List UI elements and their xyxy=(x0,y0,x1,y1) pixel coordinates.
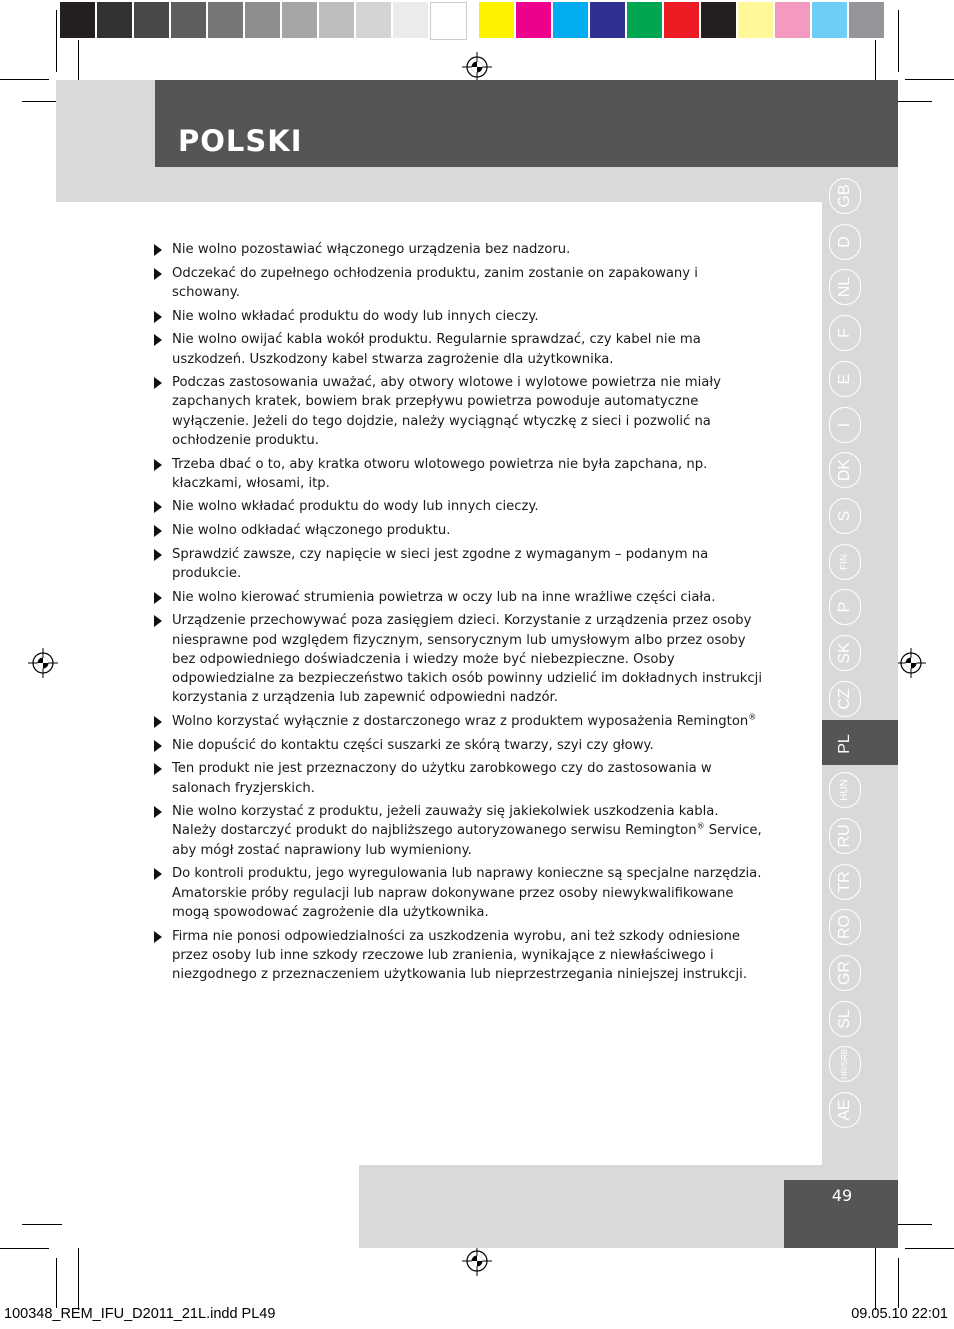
crop-mark xyxy=(78,1248,79,1310)
language-tab-label: RU xyxy=(836,824,853,848)
page-number: 49 xyxy=(831,1186,853,1205)
list-item xyxy=(154,802,766,860)
color-swatch xyxy=(171,2,206,38)
language-tab-label: F xyxy=(836,328,853,338)
language-tab-label: CZ xyxy=(836,688,853,710)
language-tab-hun[interactable] xyxy=(829,772,861,808)
color-swatch xyxy=(627,2,662,38)
color-swatch xyxy=(393,2,428,38)
list-item xyxy=(154,611,766,707)
language-tab-p[interactable] xyxy=(829,589,861,625)
color-swatch xyxy=(319,2,354,38)
color-swatch xyxy=(812,2,847,38)
language-tab-label: GR xyxy=(836,960,853,985)
language-tab-label: GB xyxy=(836,184,853,208)
bullet-arrow-icon xyxy=(154,716,162,728)
language-tab-nl[interactable] xyxy=(829,269,861,305)
crop-mark xyxy=(905,79,954,80)
color-swatch xyxy=(60,2,95,38)
bullet-arrow-icon xyxy=(154,377,162,389)
list-item-text: Nie wolno pozostawiać włączonego urządzenia bez nadzoru. xyxy=(172,242,571,257)
registration-mark-icon xyxy=(462,1246,492,1276)
language-tab-label: HUN xyxy=(839,779,850,801)
crop-mark xyxy=(22,1224,62,1225)
bullet-arrow-icon xyxy=(154,334,162,346)
bullet-arrow-icon xyxy=(154,615,162,627)
list-item-text: Wolno korzystać wyłącznie z dostarczonego wraz z produktem wyposażenia Remington® xyxy=(172,712,757,729)
list-item-text: Nie wolno wkładać produktu do wody lub innych cieczy. xyxy=(172,499,539,515)
crop-mark xyxy=(892,101,932,102)
color-swatch xyxy=(590,2,625,38)
bullet-arrow-icon xyxy=(154,868,162,880)
crop-mark xyxy=(892,1224,932,1225)
language-tab-label: P xyxy=(836,601,853,613)
crop-mark xyxy=(898,10,899,72)
bullet-arrow-icon xyxy=(154,549,162,561)
list-item-text: Urządzenie przechowywać poza zasięgiem dzieci. Korzystanie z urządzenia przez osoby niesprawne pod względem fizycznym, sensorycznym lub umysłowym albo przez osoby bez odpowiedniego doświadczenia i wiedzy może być niebezpieczne. Osoby odpowiedzialne za bezpieczeństwo takich osób powinny udzielić im dokładnych instrukcji korzystania z urządzenia lub zapewnić odpowiedni nadzór. xyxy=(172,613,763,706)
color-swatch xyxy=(479,2,514,38)
list-item-text: Nie wolno odkładać włączonego produktu. xyxy=(172,523,451,539)
color-swatch xyxy=(701,2,736,38)
registration-mark-icon xyxy=(462,52,492,82)
list-item xyxy=(154,330,766,368)
language-tab-label: I xyxy=(836,422,853,427)
color-swatch xyxy=(849,2,884,38)
color-swatch xyxy=(245,2,280,38)
language-tab-f[interactable] xyxy=(829,315,861,351)
language-tab-label: D xyxy=(836,235,853,248)
language-tab-sk[interactable] xyxy=(829,635,861,671)
list-item xyxy=(154,521,766,540)
crop-mark xyxy=(0,79,49,80)
bullet-arrow-icon xyxy=(154,525,162,537)
language-tab-label: HR/SRB xyxy=(840,1049,849,1080)
file-info: 100348_REM_IFU_D2011_21L.indd PL49 xyxy=(4,1306,276,1322)
language-tab-gr[interactable] xyxy=(829,955,861,991)
language-tab-cz[interactable] xyxy=(829,681,861,717)
list-item xyxy=(154,307,766,326)
registration-mark-icon xyxy=(28,648,58,678)
language-tab-dk[interactable] xyxy=(829,452,861,488)
language-tab-label: SK xyxy=(836,642,853,664)
crop-mark xyxy=(905,1248,954,1249)
crop-mark xyxy=(56,1258,57,1308)
bullet-arrow-icon xyxy=(154,763,162,775)
crop-mark xyxy=(875,1248,876,1310)
list-item-text: Nie wolno owijać kabla wokół produktu. Regularnie sprawdzać, czy kabel nie ma uszkodzeń. Uszkodzony kabel stwarza zagrożenie dla użytkownika. xyxy=(172,332,701,367)
language-tab-label: E xyxy=(836,373,853,385)
language-tab-ro[interactable] xyxy=(829,909,861,945)
language-tab-label: DK xyxy=(836,459,853,482)
print-date: 09.05.10 22:01 xyxy=(851,1306,948,1322)
list-item-text: Ten produkt nie jest przeznaczony do użytku zarobkowego czy do zastosowania w salonach fryzjerskich. xyxy=(172,761,712,796)
color-swatch xyxy=(516,2,551,38)
language-tab-hr-srb[interactable] xyxy=(829,1046,861,1082)
language-tab-label: RO xyxy=(836,915,853,940)
bullet-arrow-icon xyxy=(154,931,162,943)
color-swatch xyxy=(134,2,169,38)
color-swatch xyxy=(738,2,773,38)
list-item xyxy=(154,497,766,516)
list-item xyxy=(154,927,766,985)
list-item-text: Trzeba dbać o to, aby kratka otworu wlotowego powietrza nie była zapchana, np. kłaczkami, włosami, itp. xyxy=(172,456,708,491)
language-tab-tr[interactable] xyxy=(829,864,861,900)
language-tab-fin[interactable] xyxy=(829,544,861,580)
list-item xyxy=(154,264,766,302)
list-item-text: Nie wolno korzystać z produktu, jeżeli zauważy się jakiekolwiek uszkodzenia kabla. Należy dostarczyć produkt do najbliższego autoryzowanego serwisu Remington® Service, aby mógł zostać naprawiony lub wymieniony. xyxy=(172,804,762,858)
color-swatch xyxy=(664,2,699,38)
language-tab-label: S xyxy=(836,510,853,522)
list-item xyxy=(154,455,766,493)
bullet-arrow-icon xyxy=(154,311,162,323)
color-swatch xyxy=(553,2,588,38)
language-tab-d[interactable] xyxy=(829,224,861,260)
color-swatch xyxy=(208,2,243,38)
language-tab-sl[interactable] xyxy=(829,1001,861,1037)
list-item xyxy=(154,864,766,922)
language-tab-gb[interactable] xyxy=(829,178,861,214)
list-item-text: Podczas zastosowania uważać, aby otwory wlotowe i wylotowe powietrza nie miały zapchanych kratek, bowiem brak przepływu powietrza powoduje automatyczne wyłączenie. Jeżeli do tego dojdzie, należy wyciągnąć wtyczkę z sieci i pozwolić na ochłodzenie produktu. xyxy=(172,375,721,448)
language-tab-ru[interactable] xyxy=(829,818,861,854)
list-item-text: Firma nie ponosi odpowiedzialności za uszkodzenia wyrobu, ani też szkody odniesione przez osoby lub inne szkody rzeczowe lub zranienia, wynikające z niewłaściwego i niezgodnego z przeznaczeniem użytkowania lub nieprzestrzegania niniejszej instrukcji. xyxy=(172,928,748,982)
list-item xyxy=(154,240,766,259)
language-tab-label: SL xyxy=(836,1008,853,1029)
list-item-text: Sprawdzić zawsze, czy napięcie w sieci jest zgodne z wymaganym – podanym na produkcie. xyxy=(172,546,709,582)
list-item-text: Nie wolno wkładać produktu do wody lub innych cieczy. xyxy=(172,308,539,324)
language-tab-e[interactable] xyxy=(829,361,861,397)
crop-mark xyxy=(0,1248,49,1249)
language-tab-ae[interactable] xyxy=(829,1092,861,1128)
bullet-arrow-icon xyxy=(154,501,162,513)
list-item xyxy=(154,545,766,583)
crop-mark xyxy=(56,10,57,72)
language-tab-label: AE xyxy=(836,1099,853,1121)
list-item xyxy=(154,373,766,450)
list-item-text: Nie wolno kierować strumienia powietrza w oczy lub na inne wrażliwe części ciała. xyxy=(172,589,716,605)
language-tab-label: NL xyxy=(836,277,853,298)
language-tab-s[interactable] xyxy=(829,498,861,534)
bullet-arrow-icon xyxy=(154,592,162,604)
color-swatch xyxy=(356,2,391,38)
list-item-text: Do kontroli produktu, jego wyregulowania lub naprawy konieczne są specjalne narzędzia. Amatorskie próby regulacji lub napraw dokonywane przez osoby niewykwalifikowane mogą spowodować zagrożenie dla użytkownika. xyxy=(172,866,762,920)
language-tab-pl[interactable] xyxy=(829,726,861,762)
list-item-text: Nie dopuścić do kontaktu części suszarki ze skórą twarzy, szyi czy głowy. xyxy=(172,737,654,753)
bullet-arrow-icon xyxy=(154,740,162,752)
list-item xyxy=(154,712,766,731)
color-swatch xyxy=(97,2,132,38)
language-tab-label: TR xyxy=(836,870,853,893)
crop-mark xyxy=(898,1258,899,1308)
color-swatch xyxy=(430,2,467,40)
bullet-arrow-icon xyxy=(154,268,162,280)
language-tab-label: PL xyxy=(836,734,853,755)
bullet-arrow-icon xyxy=(154,459,162,471)
page-title: POLSKI xyxy=(178,124,303,158)
registration-mark-icon xyxy=(896,648,926,678)
list-item xyxy=(154,736,766,755)
language-tab-i[interactable] xyxy=(829,407,861,443)
list-item-text: Odczekać do zupełnego ochłodzenia produktu, zanim zostanie on zapakowany i schowany. xyxy=(172,265,698,300)
color-swatch xyxy=(775,2,810,38)
list-item xyxy=(154,759,766,797)
color-swatch xyxy=(282,2,317,38)
list-item xyxy=(154,588,766,607)
language-tab-label: FIN xyxy=(839,553,850,570)
bullet-arrow-icon xyxy=(154,244,162,256)
safety-instructions-list xyxy=(154,240,766,989)
bullet-arrow-icon xyxy=(154,806,162,818)
